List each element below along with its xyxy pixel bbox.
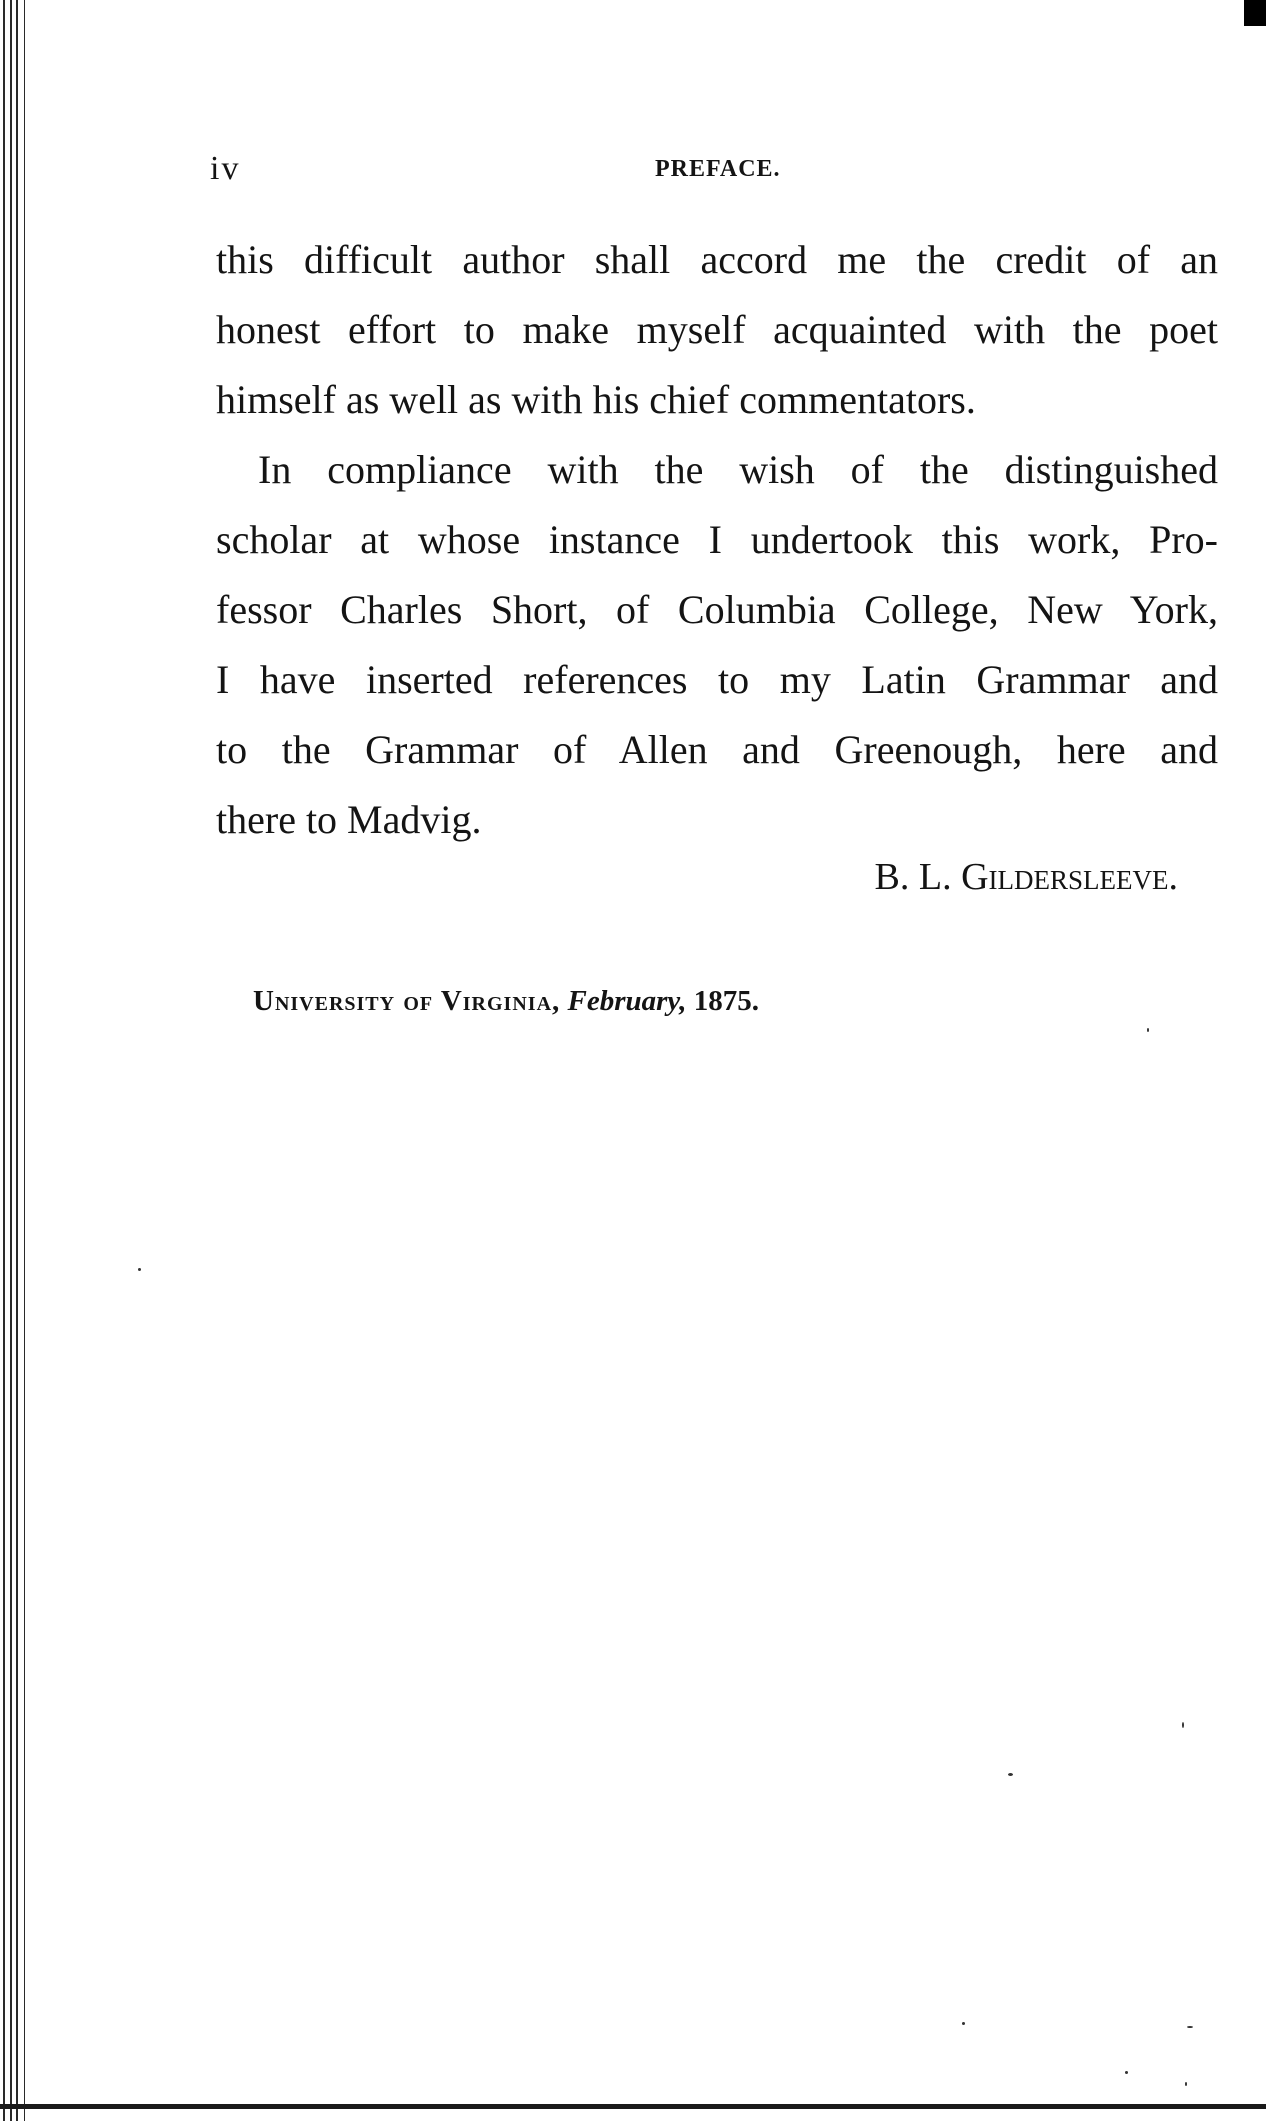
binding-line bbox=[3, 0, 5, 2121]
text-line: scholar at whose instance I undertook this work, Pro- bbox=[216, 517, 1218, 562]
ink-speck bbox=[1147, 1028, 1149, 1032]
ink-speck bbox=[1008, 1773, 1013, 1776]
ink-speck bbox=[1187, 2026, 1193, 2028]
binding-line bbox=[16, 0, 18, 2121]
ink-speck bbox=[1182, 1722, 1184, 1728]
scan-corner-mark bbox=[1244, 0, 1266, 26]
ink-speck bbox=[1185, 2082, 1187, 2086]
page-number: iv bbox=[210, 150, 241, 187]
author-surname: Gildersleeve. bbox=[961, 856, 1178, 898]
running-head bbox=[210, 150, 1220, 194]
dateline bbox=[253, 985, 759, 1018]
paragraph-compliance bbox=[216, 435, 1218, 855]
text-line: this difficult author shall accord me the credit of an bbox=[216, 237, 1218, 282]
binding-line bbox=[10, 0, 12, 2121]
dateline-month: February, bbox=[567, 985, 687, 1017]
text-line: to the Grammar of Allen and Greenough, here and bbox=[216, 727, 1218, 772]
author-initials: B. L. bbox=[874, 856, 952, 898]
text-line: fessor Charles Short, of Columbia College, New York, bbox=[216, 587, 1218, 632]
paragraph-continuation bbox=[216, 225, 1218, 435]
text-line: In compliance with the wish of the distinguished bbox=[258, 447, 1218, 492]
ink-speck bbox=[138, 1268, 141, 1271]
ink-speck bbox=[1125, 2071, 1128, 2074]
text-line: honest effort to make myself acquainted with the poet bbox=[216, 307, 1218, 352]
dateline-year: 1875. bbox=[693, 985, 759, 1017]
ink-speck bbox=[962, 2022, 965, 2025]
preface-body bbox=[216, 225, 1218, 855]
author-signature bbox=[875, 855, 1178, 899]
text-line: I have inserted references to my Latin Grammar and bbox=[216, 657, 1218, 702]
text-line: there to Madvig. bbox=[216, 797, 482, 842]
text-line: himself as well as with his chief commentators. bbox=[216, 377, 976, 422]
dateline-place: University of Virginia, bbox=[253, 985, 561, 1017]
bottom-rule bbox=[0, 2104, 1266, 2109]
binding-line bbox=[24, 0, 25, 2121]
running-title: PREFACE. bbox=[655, 156, 781, 182]
